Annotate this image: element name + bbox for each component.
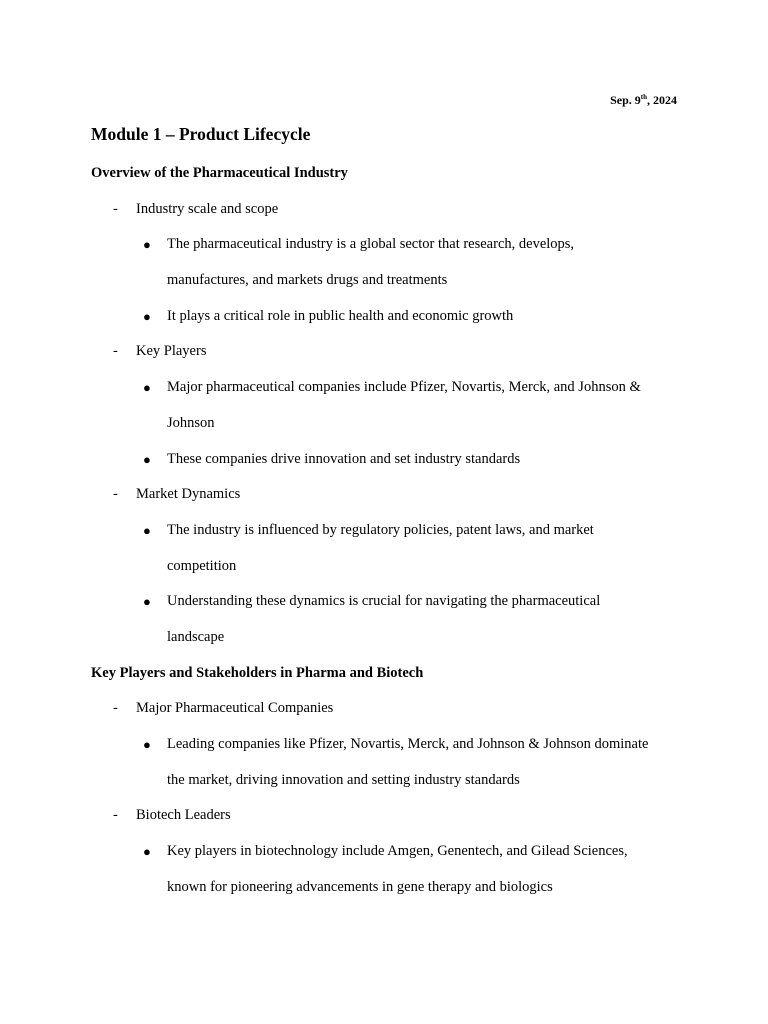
bullet-point xyxy=(0,727,768,763)
dash-marker: - xyxy=(113,807,118,824)
date-year: , 2024 xyxy=(647,93,677,107)
bullet-point xyxy=(0,299,768,335)
topic-label: Key Players xyxy=(136,343,207,360)
bullet-continuation xyxy=(0,549,768,585)
bullet-text: It plays a critical role in public health and economic growth xyxy=(167,307,514,324)
date-prefix: Sep. 9 xyxy=(610,93,641,107)
bullet-dot-icon: ● xyxy=(143,594,151,610)
section-heading: Key Players and Stakeholders in Pharma and Biotech xyxy=(91,664,424,681)
bullet-text: the market, driving innovation and setting industry standards xyxy=(167,771,520,788)
topic-label: Major Pharmaceutical Companies xyxy=(136,700,334,717)
bullet-dot-icon: ● xyxy=(143,451,151,467)
document-date xyxy=(610,92,677,108)
topic-label: Biotech Leaders xyxy=(136,807,231,824)
bullet-continuation xyxy=(0,870,768,906)
topic-label: Market Dynamics xyxy=(136,486,241,503)
bullet-text: The industry is influenced by regulatory policies, patent laws, and market xyxy=(167,521,594,538)
bullet-point xyxy=(0,834,768,870)
dash-marker: - xyxy=(113,700,118,717)
topic-label: Industry scale and scope xyxy=(136,200,279,217)
bullet-text: Leading companies like Pfizer, Novartis, Merck, and Johnson & Johnson dominate xyxy=(167,736,649,752)
document-body xyxy=(0,156,768,905)
bullet-continuation xyxy=(0,406,768,442)
bullet-text: Understanding these dynamics is crucial for navigating the pharmaceutical xyxy=(167,593,601,610)
topic-item xyxy=(0,192,768,228)
bullet-continuation xyxy=(0,620,768,656)
bullet-text: Johnson xyxy=(167,414,215,431)
bullet-text: known for pioneering advancements in gene therapy and biologics xyxy=(167,878,553,895)
bullet-continuation xyxy=(0,763,768,799)
bullet-text: The pharmaceutical industry is a global sector that research, develops, xyxy=(167,236,575,253)
section-heading: Overview of the Pharmaceutical Industry xyxy=(91,165,348,181)
bullet-point xyxy=(0,584,768,620)
page-title: Module 1 – Product Lifecycle xyxy=(91,124,311,144)
bullet-point xyxy=(0,513,768,549)
bullet-text: Key players in biotechnology include Amgen, Genentech, and Gilead Sciences, xyxy=(167,843,628,860)
bullet-continuation xyxy=(0,263,768,299)
topic-item xyxy=(0,798,768,834)
dash-marker: - xyxy=(113,486,118,503)
bullet-dot-icon: ● xyxy=(143,237,151,253)
bullet-point xyxy=(0,442,768,478)
topic-item xyxy=(0,477,768,513)
bullet-text: landscape xyxy=(167,628,225,645)
bullet-point xyxy=(0,227,768,263)
bullet-dot-icon: ● xyxy=(143,522,151,538)
topic-item xyxy=(0,334,768,370)
bullet-point xyxy=(0,370,768,406)
date-ordinal-suffix: th xyxy=(640,93,647,101)
bullet-dot-icon: ● xyxy=(143,844,151,860)
topic-item xyxy=(0,691,768,727)
bullet-text: These companies drive innovation and set industry standards xyxy=(167,450,521,467)
bullet-text: Major pharmaceutical companies include Pfizer, Novartis, Merck, and Johnson & xyxy=(167,379,641,396)
bullet-dot-icon: ● xyxy=(143,380,151,396)
dash-marker: - xyxy=(113,200,118,217)
bullet-text: competition xyxy=(167,557,237,574)
bullet-dot-icon: ● xyxy=(143,308,151,324)
bullet-dot-icon: ● xyxy=(143,737,151,752)
bullet-text: manufactures, and markets drugs and treatments xyxy=(167,272,448,289)
dash-marker: - xyxy=(113,343,118,360)
